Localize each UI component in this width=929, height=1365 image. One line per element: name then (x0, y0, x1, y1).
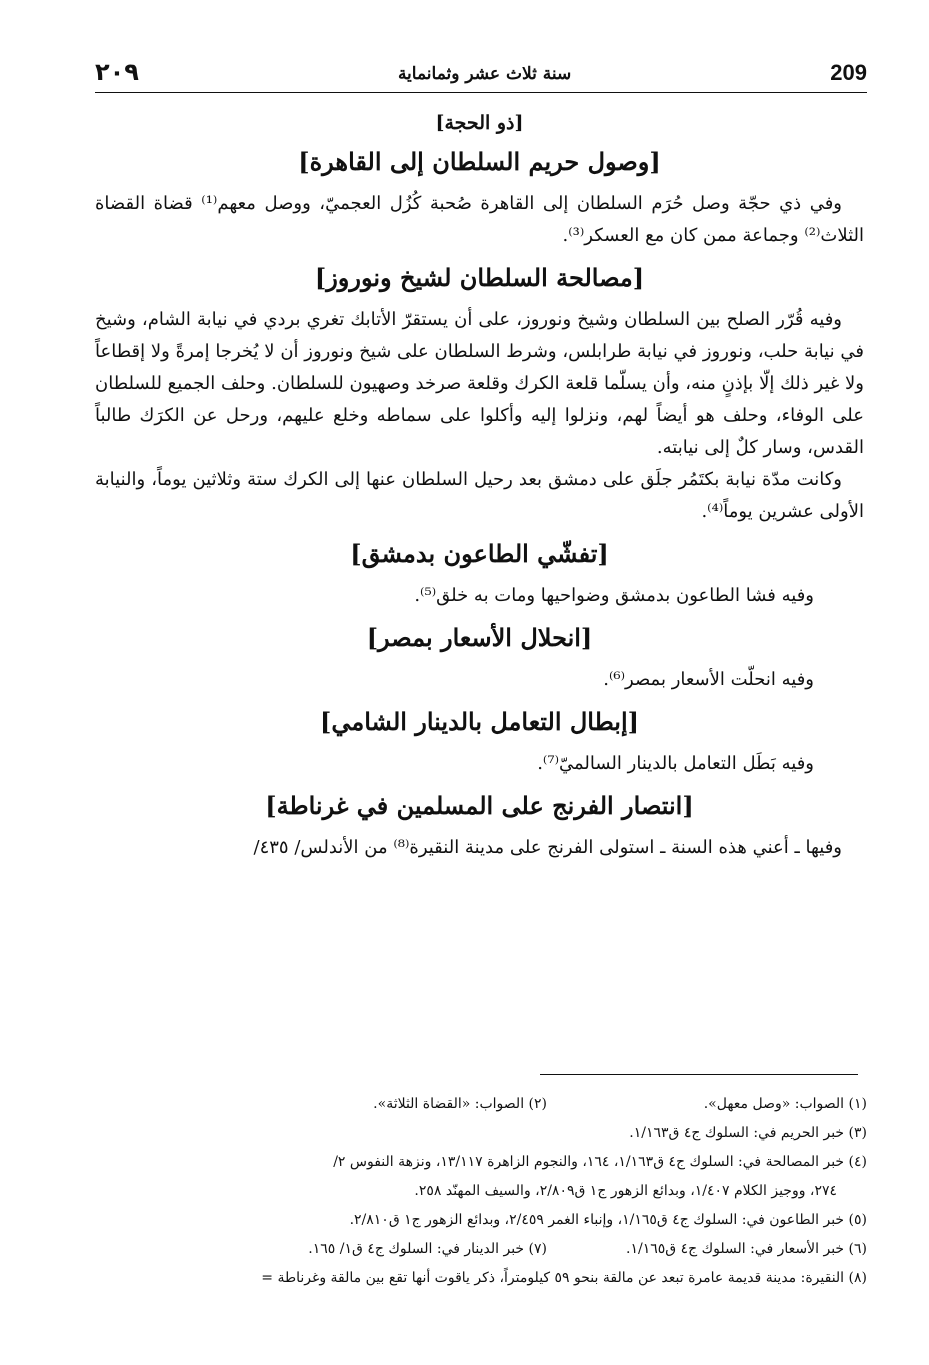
footnotes (62, 1090, 867, 1293)
section-heading: [انتصار الفرنج على المسلمين في غرناطة] (265, 791, 694, 820)
paragraph: وفيه انحلّت الأسعار بمصر⁽⁶⁾. (603, 669, 814, 690)
month-heading: [ذو الحجة] (435, 112, 524, 134)
footnote-4-line-2: ٢٧٤، ووجيز الكلام ١/٤٠٧، وبدائع الزهور ج١ ق٢/٨٠٩، والسيف المهنّد ٢٥٨. (414, 1183, 837, 1199)
footnote-row (62, 1235, 867, 1264)
footnote-row (62, 1090, 867, 1119)
footnote-1: (١) الصواب: «وصل معهل». (703, 1096, 867, 1112)
section-heading: [مصالحة السلطان لشيخ ونوروز] (314, 263, 645, 292)
paragraph: وفي ذي حجّة وصل حُرَم السلطان إلى القاهرة صُحبة كُزُل العجميّ، ووصل معهم⁽¹⁾ قضاة القضاة الثلاث⁽²⁾ وجماعة ممن كان مع العسكر⁽³⁾. (95, 193, 864, 246)
section-heading: [وصول حريم السلطان إلى القاهرة] (298, 147, 661, 176)
footnote-7: (٧) خبر الدينار في: السلوك ج٤ ق١/ ١٦٥. (308, 1241, 547, 1257)
section-heading: [إبطال التعامل بالدينار الشامي] (320, 707, 639, 736)
page-number-latin: 209 (830, 60, 867, 85)
running-title: سنة ثلاث عشر وثمانماية (397, 64, 572, 84)
paragraph: وفيه قُرّر الصلح بين السلطان وشيخ ونوروز، على أن يستقرّ الأتابك تغري بردي في نيابة الشام، وشيخ في نيابة حلب، ونوروز في نيابة طرابلس، وشرط السلطان على شيخ ونوروز أن لا يُخرجا إمرةً ولا إقطاعاً ولا غير ذلك إلّا بإذنٍ منه، وأن يسلّما قلعة الكرك وقلعة صرخد وصهيون للسلطان. وحلف الجميع للسلطان على الوفاء، وحلف هو أيضاً لهم، ونزلوا إليه وأكلوا على سماطه وخلع عليهم، ورحل عن الكرَك طالباً القدس، وسار كلٌ إلى نيابته. (95, 309, 864, 458)
page-header (95, 52, 867, 93)
main-text (95, 112, 864, 864)
footnote-2: (٢) الصواب: «القضاة الثلاثة». (373, 1096, 547, 1112)
paragraph: وفيها ـ أعني هذه السنة ـ استولى الفرنج على مدينة النقيرة⁽⁸⁾ من الأندلس/ ٤٣٥/ (253, 837, 842, 858)
paragraph: وفيه بَطَل التعامل بالدينار السالميّ⁽⁷⁾. (537, 753, 814, 774)
section-heading: [انحلال الأسعار بمصر] (366, 623, 593, 652)
page-number-arabic: ٢٠٩ (95, 58, 139, 86)
footnote-divider (540, 1074, 858, 1075)
footnote-6: (٦) خبر الأسعار في: السلوك ج٤ ق١/١٦٥. (626, 1241, 867, 1257)
paragraph: وكانت مدّة نيابة بكتَمُر جلَق على دمشق بعد رحيل السلطان عنها إلى الكرك ستة وثلاثين يوماً، والنيابة الأولى عشرين يوماً⁽⁴⁾. (95, 469, 864, 522)
paragraph: وفيه فشا الطاعون بدمشق وضواحيها ومات به خلق⁽⁵⁾. (414, 585, 814, 606)
footnote-3: (٣) خبر الحريم في: السلوك ج٤ ق١/١٦٣. (629, 1125, 867, 1141)
footnote-5: (٥) خبر الطاعون في: السلوك ج٤ ق١/١٦٥، وإنباء الغمر ٢/٤٥٩، وبدائع الزهور ج١ ق٢/٨١٠. (349, 1212, 867, 1228)
footnote-4-line-1: (٤) خبر المصالحة في: السلوك ج٤ ق١/١٦٣، ١٦٤، والنجوم الزاهرة ١٣/١١٧، ونزهة النفوس ٢/ (333, 1154, 867, 1170)
section-heading: [تفشّي الطاعون بدمشق] (350, 539, 609, 568)
footnote-8: (٨) النقيرة: مدينة قديمة عامرة تبعد عن مالقة بنحو ٥٩ كيلومتراً، ذكر ياقوت أنها تقع بين مالقة وغرناطة = (261, 1270, 867, 1286)
